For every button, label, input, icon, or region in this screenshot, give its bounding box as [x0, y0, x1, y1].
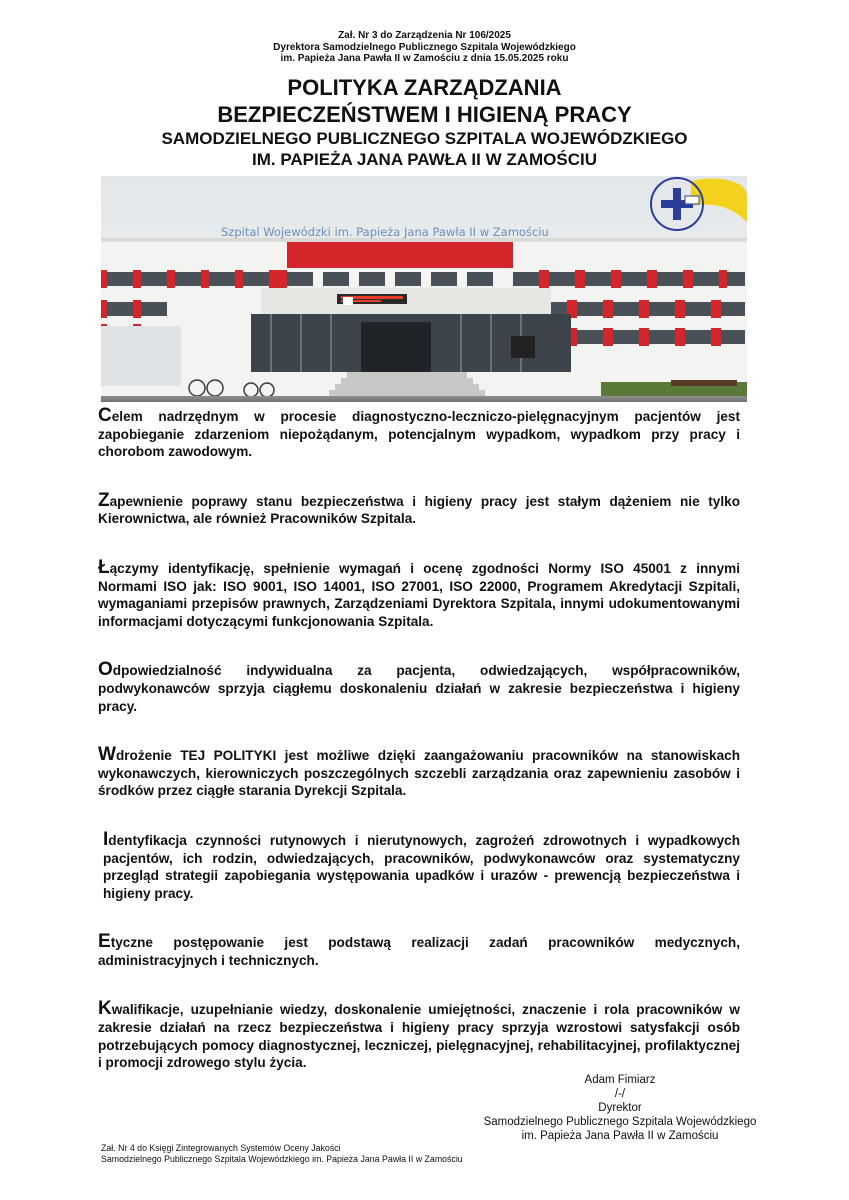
policy-paragraph-8 [98, 1000, 740, 1071]
paragraph-initial: O [98, 659, 113, 681]
annex-line-2: Dyrektora Samodzielnego Publicznego Szpitala Wojewódzkiego [273, 41, 576, 53]
signatory-org-line-2: im. Papieża Jana Pawła II w Zamościu [521, 1130, 719, 1142]
footer-line-2: Samodzielnego Publicznego Szpitala Wojewódzkiego im. Papieża Jana Pawła II w Zamościu [101, 1154, 463, 1164]
paragraph-text: drożenie TEJ POLITYKI jest możliwe dzięki zaangażowaniu pracowników na stanowiskach wykonawczych, kierowniczych poszczególnych szczebli zarządzania oraz zapewnieniu zasobów i środków przez ciągłe starania Dyrekcji Szpitala. [98, 748, 740, 799]
signatory-role: Dyrektor [598, 1102, 642, 1114]
paragraph-text: ączymy identyfikację, spełnienie wymagań i ocenę zgodności Normy ISO 45001 z innymi Normami ISO jak: ISO 9001, ISO 14001, ISO 27001, ISO 22000, Programem Akredytacji Szpitali, wymaganiami przepisów prawnych, Zarządzeniami Dyrektora Szpitala, innymi udokumentowanymi informacjami dotyczącymi funkcjonowania Szpitala. [98, 560, 740, 629]
signatory-org-line-1: Samodzielnego Publicznego Szpitala Wojewódzkiego [483, 1116, 757, 1128]
signatory-name: Adam Fimiarz [584, 1074, 656, 1086]
paragraph-text: tyczne postępowanie jest podstawą realizacji zadań pracowników medycznych, administracyjnych i technicznych. [98, 935, 740, 968]
signature-block [470, 1073, 770, 1143]
title-line-2: BEZPIECZEŃSTWEM I HIGIENĄ PRACY [217, 102, 632, 127]
signature-mark: /-/ [614, 1088, 626, 1100]
policy-body [98, 407, 740, 1103]
paragraph-text: dentyfikacja czynności rutynowych i nierutynowych, zagrożeń zdrowotnych i wypadkowych pacjentów, ich rodzin, odwiedzających, pracowników, podwykonawców oraz systematyczny przegląd strategii zapobiegania występowania upadków i urazów - prewencją bezpieczeństwa i higieny pracy. [103, 832, 740, 901]
paragraph-initial: W [98, 744, 116, 766]
paragraph-initial: C [98, 405, 112, 426]
document-footer [101, 1143, 463, 1165]
policy-paragraph-3 [98, 556, 740, 630]
policy-paragraph-7 [98, 933, 740, 969]
paragraph-initial: Ł [98, 556, 110, 578]
annex-header [0, 30, 849, 65]
paragraph-initial: K [98, 998, 112, 1020]
policy-paragraph-4 [98, 661, 740, 715]
policy-paragraph-6 [98, 828, 740, 902]
policy-paragraph-2 [98, 489, 740, 528]
title-line-1: POLITYKA ZARZĄDZANIA [287, 75, 562, 100]
title-line-4: IM. PAPIEŻA JANA PAWŁA II W ZAMOŚCIU [251, 150, 598, 169]
paragraph-text: walifikacje, uzupełnianie wiedzy, doskonalenie umiejętności, znaczenie i rola pracowników w zakresie działań na rzecz bezpieczeństwa i higieny pracy sprzyja wzrostowi satysfakcji osób potrzebujących pomocy diagnostycznej, leczniczej, pielęgnacyjnej, rehabilitacyjnej, profilaktycznej i promocji zdrowego stylu życia. [98, 1002, 740, 1071]
policy-paragraph-1 [98, 407, 740, 461]
footer-line-1: Zał. Nr 4 do Księgi Zintegrowanych Systemów Oceny Jakości [101, 1143, 341, 1153]
paragraph-initial: E [98, 931, 111, 953]
policy-paragraph-5 [98, 746, 740, 800]
paragraph-initial: Z [98, 489, 110, 511]
hospital-building-photo [101, 176, 747, 402]
paragraph-text: dpowiedzialność indywidualna za pacjenta, odwiedzających, współpracowników, podwykonawców sprzyja ciągłemu doskonaleniu działań w zakresie bezpieczeństwa i higieny pracy. [98, 663, 740, 714]
building-sign-text: Szpital Wojewódzki im. Papieża Jana Pawła II w Zamościu [221, 225, 549, 239]
title-line-3: SAMODZIELNEGO PUBLICZNEGO SZPITALA WOJEWÓDZKIEGO [161, 129, 688, 148]
paragraph-text: apewnienie poprawy stanu bezpieczeństwa i higieny pracy jest stałym dążeniem nie tylko Kierownictwa, ale również Pracowników Szpitala. [98, 493, 740, 527]
document-title [0, 74, 849, 170]
annex-line-1: Zał. Nr 3 do Zarządzenia Nr 106/2025 [338, 30, 511, 41]
paragraph-text: elem nadrzędnym w procesie diagnostyczno-leczniczo-pielęgnacyjnym pacjentów jest zapobieganie zdarzeniom niepożądanym, potencjalnym wypadkom, wypadkom przy pracy i chorobom zawodowym. [98, 409, 740, 460]
annex-line-3: im. Papieża Jana Pawła II w Zamościu z dnia 15.05.2025 roku [280, 53, 569, 64]
paragraph-initial: I [103, 828, 109, 850]
